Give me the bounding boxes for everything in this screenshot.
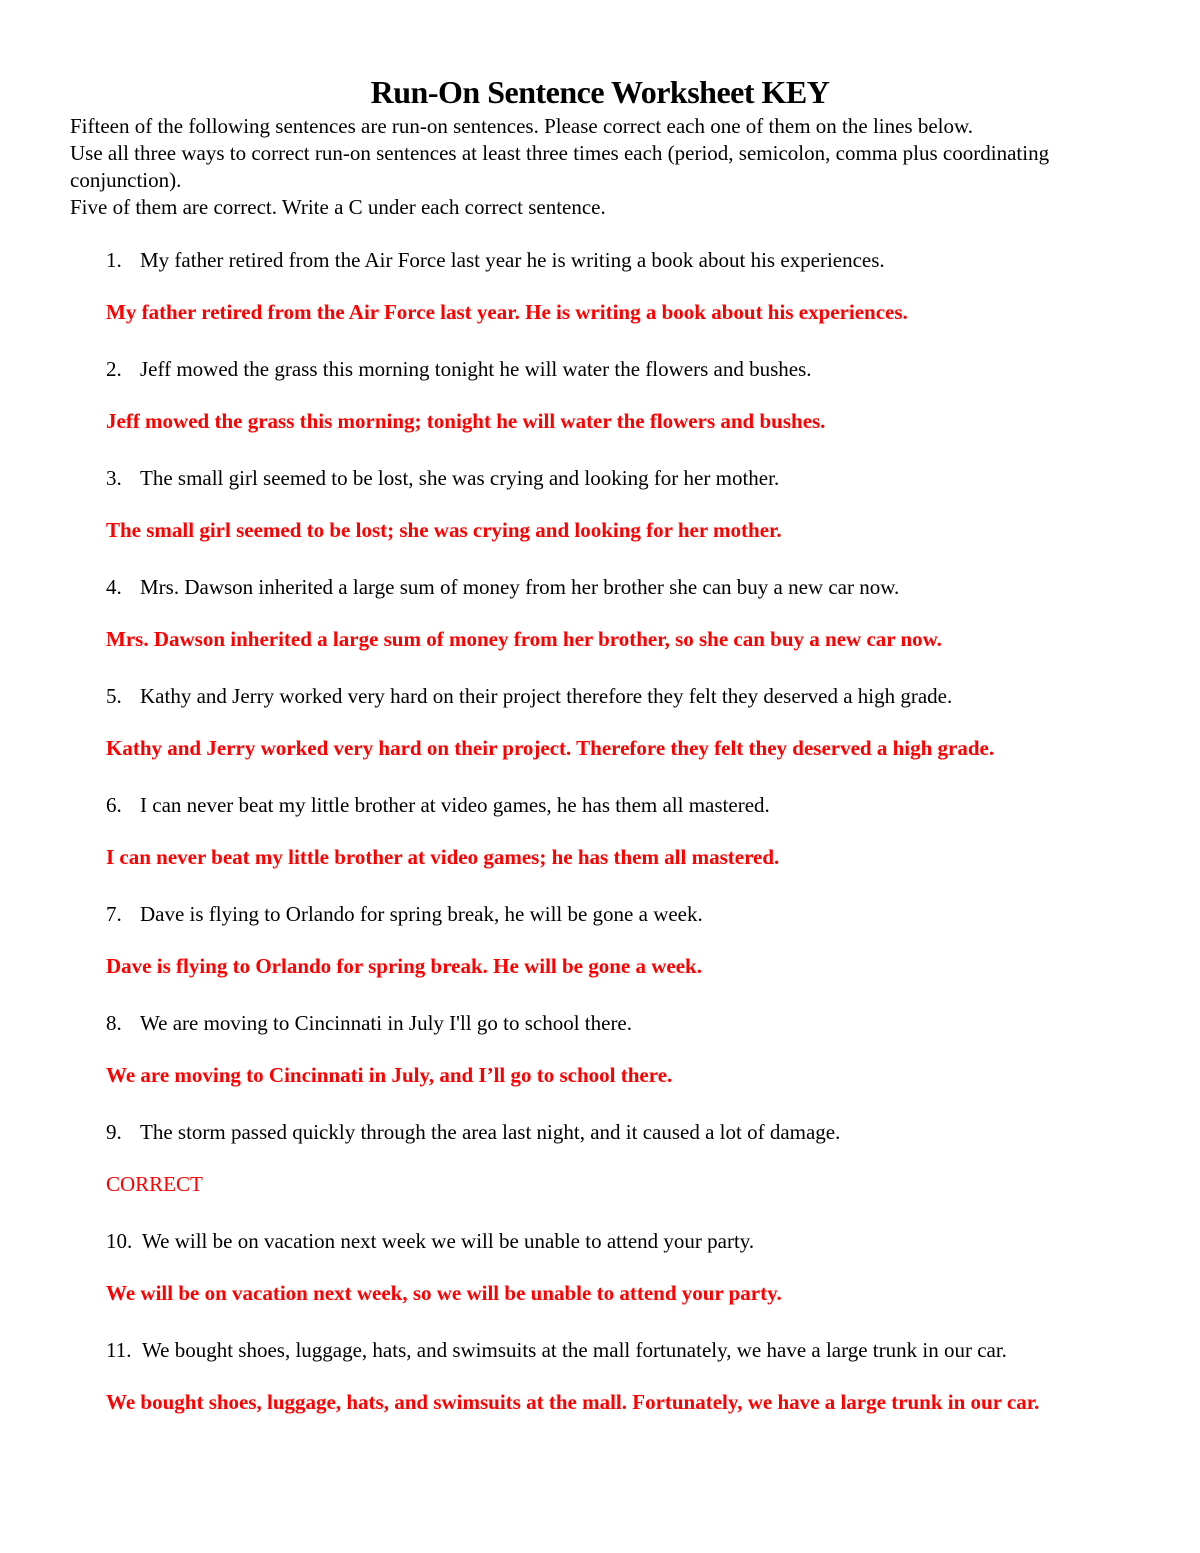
- instructions-line: Fifteen of the following sentences are run-on sentences. Please correct each one of them on the lines below.: [70, 114, 974, 138]
- question-sentence: [106, 898, 1136, 930]
- item-number: 4.: [106, 575, 122, 599]
- instructions-line: Use all three ways to correct run-on sentences at least three times each (period, semicolon, comma plus coordinating conjunction).: [70, 141, 1050, 192]
- answer-sentence: We are moving to Cincinnati in July, and I’ll go to school there.: [106, 1063, 673, 1087]
- question-sentence: [106, 1334, 1136, 1366]
- list-item: [0, 462, 1200, 571]
- answer-sentence: Jeff mowed the grass this morning; tonight he will water the flowers and bushes.: [106, 409, 826, 433]
- question-text: The small girl seemed to be lost, she was crying and looking for her mother.: [140, 466, 780, 490]
- question-text: We are moving to Cincinnati in July I'll go to school there.: [140, 1011, 633, 1035]
- item-number: 2.: [106, 357, 122, 381]
- question-sentence: [106, 1007, 1136, 1039]
- list-item: [0, 353, 1200, 462]
- list-item: [0, 1116, 1200, 1225]
- question-text: Mrs. Dawson inherited a large sum of money from her brother she can buy a new car now.: [140, 575, 900, 599]
- answer-sentence: The small girl seemed to be lost; she was crying and looking for her mother.: [106, 518, 782, 542]
- question-text: The storm passed quickly through the area last night, and it caused a lot of damage.: [140, 1120, 841, 1144]
- answer-sentence: Kathy and Jerry worked very hard on their project. Therefore they felt they deserved a high grade.: [106, 736, 995, 760]
- item-number: 10.: [106, 1229, 133, 1253]
- item-number: 5.: [106, 684, 122, 708]
- list-item: [0, 1225, 1200, 1334]
- question-text: I can never beat my little brother at video games, he has them all mastered.: [140, 793, 770, 817]
- page-title: Run-On Sentence Worksheet KEY: [370, 74, 830, 110]
- answer-correct-label: CORRECT: [106, 1172, 203, 1196]
- answer-sentence: I can never beat my little brother at video games; he has them all mastered.: [106, 845, 780, 869]
- list-item: [0, 244, 1200, 353]
- question-sentence: [106, 1225, 1136, 1257]
- answer-sentence: My father retired from the Air Force last year. He is writing a book about his experiences.: [106, 300, 908, 324]
- list-item: [0, 571, 1200, 680]
- answer-sentence: We bought shoes, luggage, hats, and swimsuits at the mall. Fortunately, we have a large trunk in our car.: [106, 1390, 1040, 1414]
- list-item: [0, 898, 1200, 1007]
- answer-sentence: Dave is flying to Orlando for spring break. He will be gone a week.: [106, 954, 702, 978]
- answer-sentence: We will be on vacation next week, so we will be unable to attend your party.: [106, 1281, 782, 1305]
- question-sentence: [106, 462, 1136, 494]
- question-sentence: [106, 680, 1136, 712]
- question-sentence: [106, 1116, 1136, 1148]
- sentence-list: [0, 244, 1200, 1414]
- question-sentence: [106, 353, 1136, 385]
- question-sentence: [106, 244, 1136, 276]
- answer-sentence: Mrs. Dawson inherited a large sum of money from her brother, so she can buy a new car now.: [106, 627, 942, 651]
- question-sentence: [106, 789, 1136, 821]
- list-item: [0, 680, 1200, 789]
- question-sentence: [106, 571, 1136, 603]
- item-number: 6.: [106, 793, 122, 817]
- item-number: 1.: [106, 248, 122, 272]
- question-text: Kathy and Jerry worked very hard on their project therefore they felt they deserved a high grade.: [140, 684, 953, 708]
- list-item: [0, 1007, 1200, 1116]
- item-number: 7.: [106, 902, 122, 926]
- question-text: My father retired from the Air Force last year he is writing a book about his experiences.: [140, 248, 885, 272]
- item-number: 8.: [106, 1011, 122, 1035]
- question-text: Dave is flying to Orlando for spring break, he will be gone a week.: [140, 902, 703, 926]
- item-number: 3.: [106, 466, 122, 490]
- item-number: 11.: [106, 1338, 132, 1362]
- question-text: We will be on vacation next week we will be unable to attend your party.: [142, 1229, 755, 1253]
- question-text: Jeff mowed the grass this morning tonight he will water the flowers and bushes.: [140, 357, 812, 381]
- instructions: [70, 113, 1140, 221]
- instructions-line: Five of them are correct. Write a C under each correct sentence.: [70, 195, 606, 219]
- list-item: [0, 789, 1200, 898]
- item-number: 9.: [106, 1120, 122, 1144]
- question-text: We bought shoes, luggage, hats, and swimsuits at the mall fortunately, we have a large trunk in our car.: [142, 1338, 1007, 1362]
